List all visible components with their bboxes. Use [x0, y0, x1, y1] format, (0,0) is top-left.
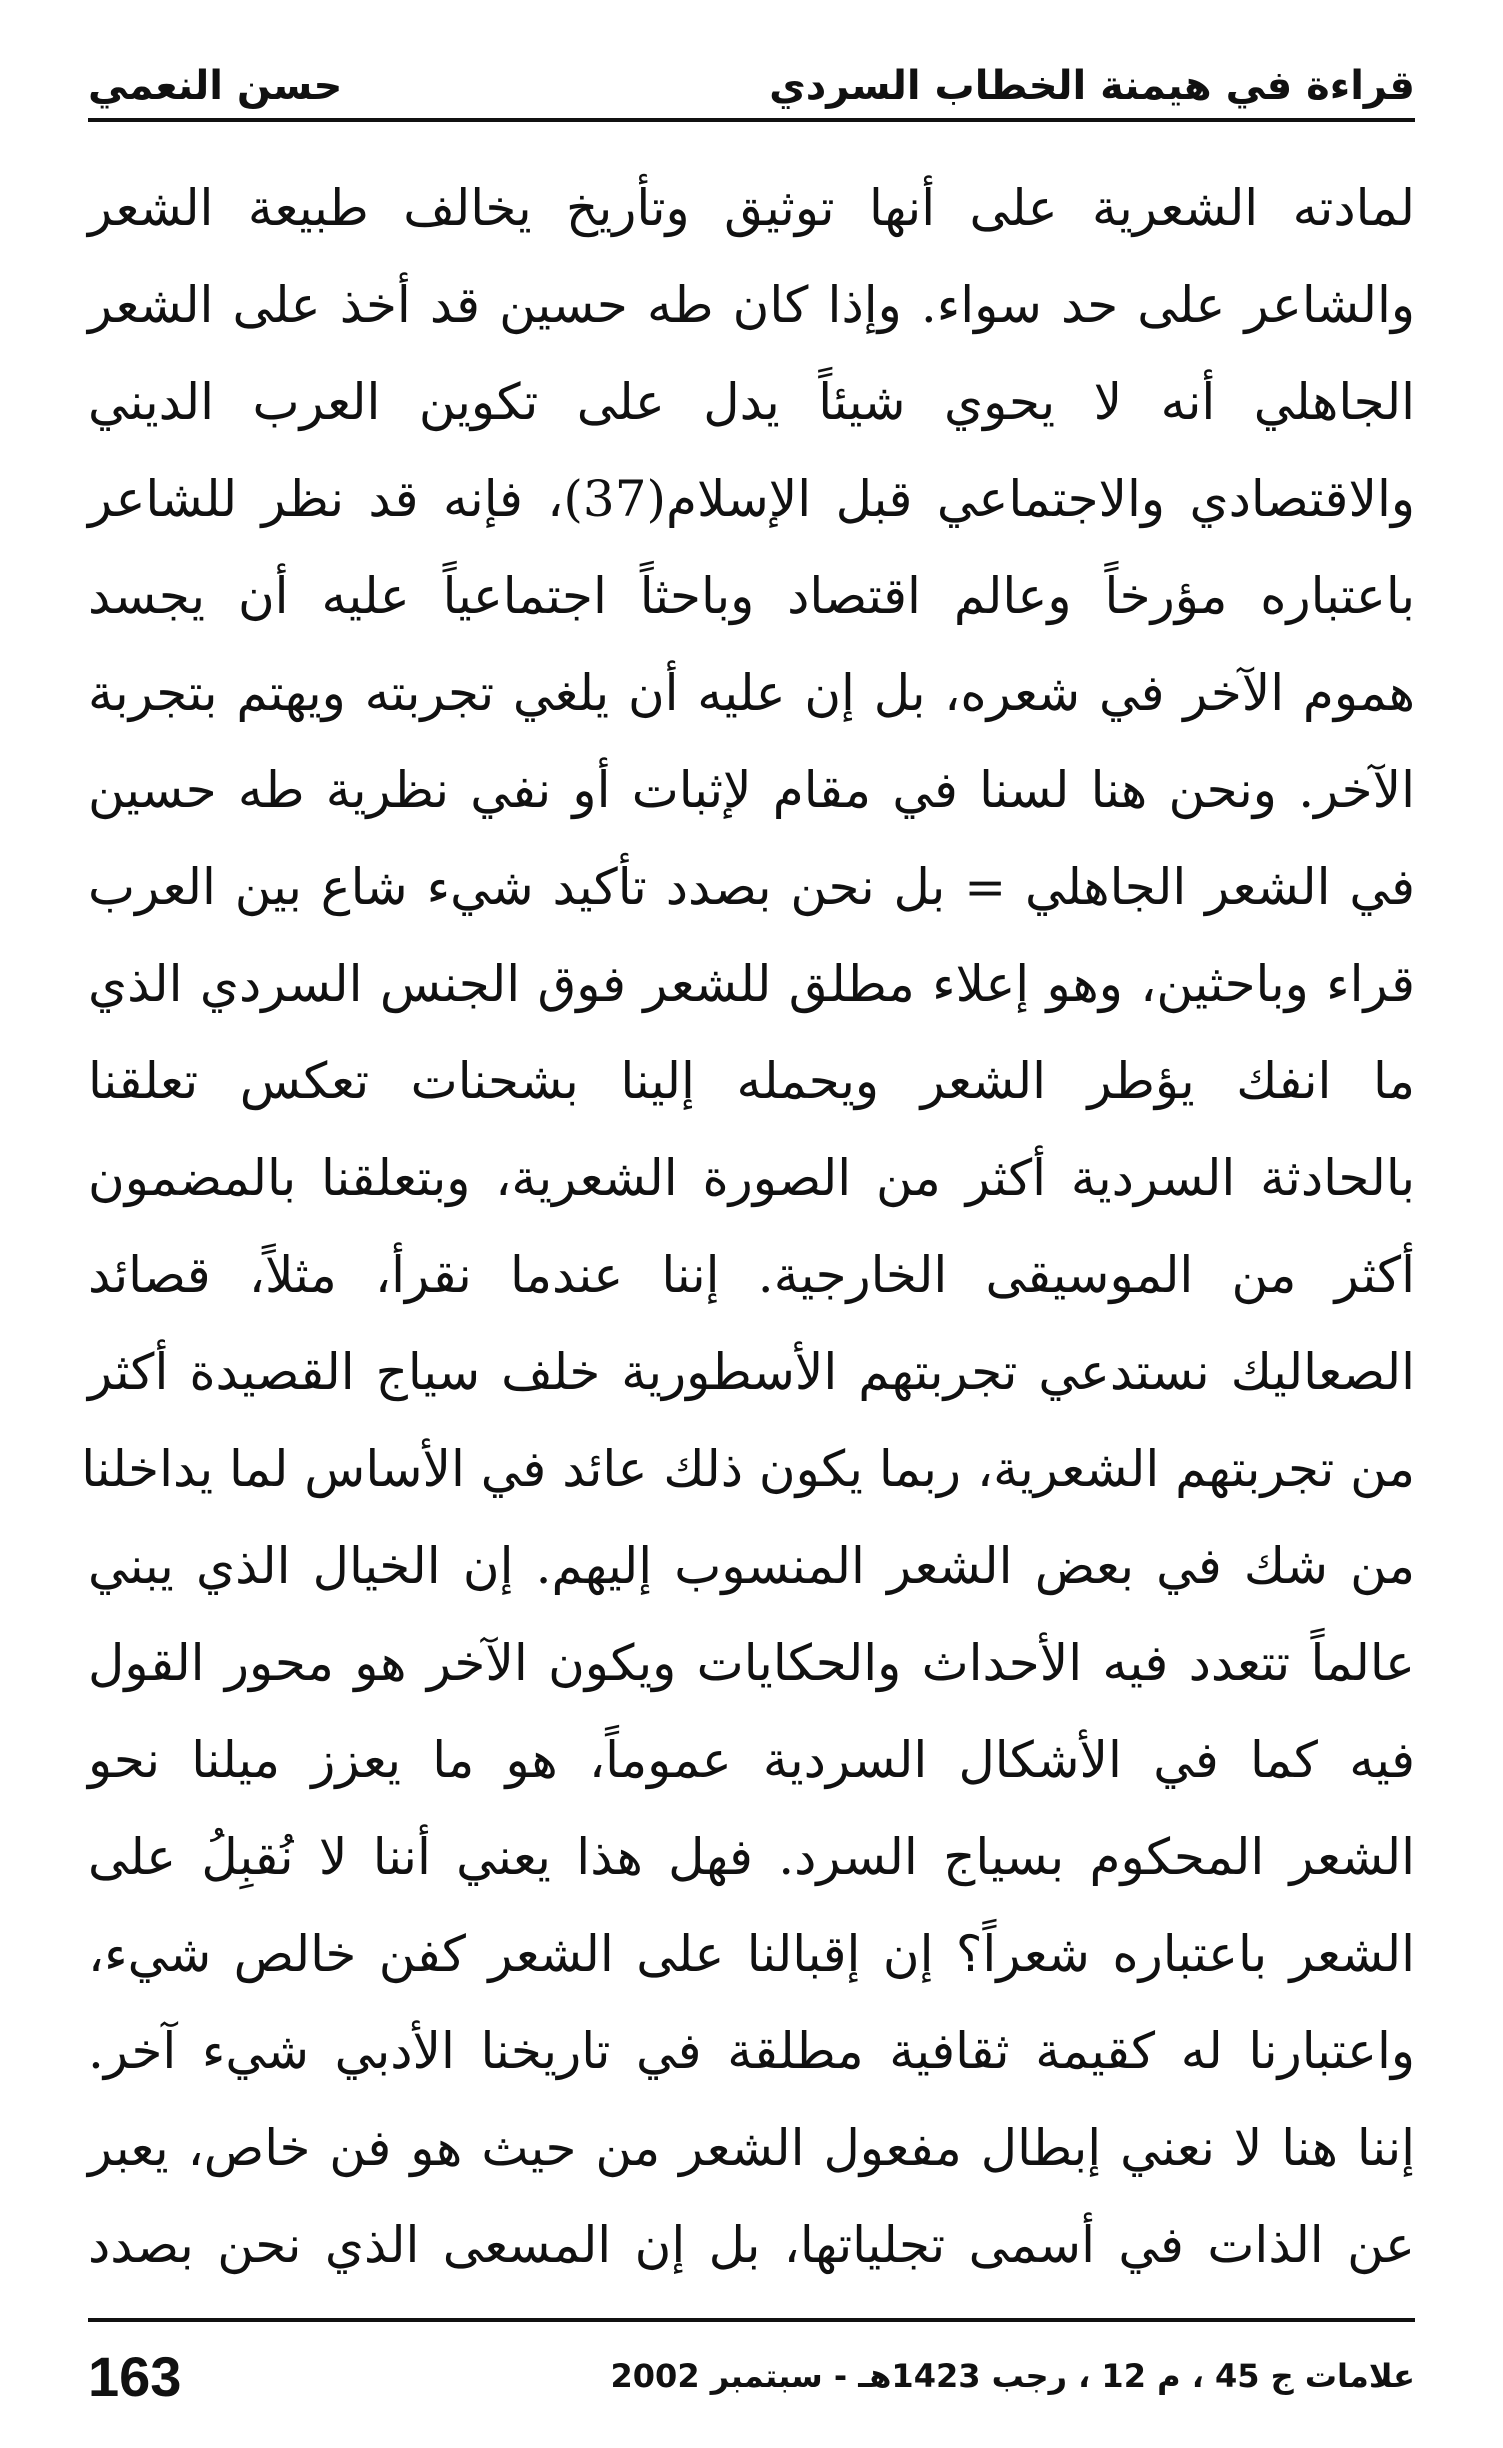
page-number: 163 [88, 2344, 182, 2408]
text-line: عالماً تتعدد فيه الأحداث والحكايات ويكون الآخر هو محور القول [88, 1634, 1415, 1692]
journal-citation: علامات ج 45 ، م 12 ، رجب 1423هـ - سبتمبر 2002 [610, 2357, 1415, 2395]
text-line: هموم الآخر في شعره، بل إن عليه أن يلغي تجربته ويهتم بتجربة [88, 664, 1415, 722]
text-line: والاقتصادي والاجتماعي قبل الإسلام(37)، فإنه قد نظر للشاعر [88, 470, 1416, 528]
body-text [81, 160, 1416, 2274]
text-line: لمادته الشعرية على أنها توثيق وتأريخ يخالف طبيعة الشعر [88, 179, 1415, 237]
text-line: قراء وباحثين، وهو إعلاء مطلق للشعر فوق الجنس السردي الذي [88, 955, 1415, 1013]
text-line: والشاعر على حد سواء. وإذا كان طه حسين قد أخذ على الشعر [88, 276, 1415, 334]
text-line: ما انفك يؤطر الشعر ويحمله إلينا بشحنات تعكس تعلقنا [88, 1052, 1415, 1110]
text-line: الصعاليك نستدعي تجربتهم الأسطورية خلف سياج القصيدة أكثر [88, 1343, 1415, 1401]
text-line: باعتباره مؤرخاً وعالم اقتصاد وباحثاً اجتماعياً عليه أن يجسد [88, 567, 1415, 625]
text-line: في الشعر الجاهلي = بل نحن بصدد تأكيد شيء شاع بين العرب [88, 858, 1415, 916]
text-line: واعتبارنا له كقيمة ثقافية مطلقة في تاريخنا الأدبي شيء آخر. [88, 2022, 1415, 2080]
text-line: الآخر. ونحن هنا لسنا في مقام لإثبات أو نفي نظرية طه حسين [88, 761, 1415, 819]
running-footer [88, 2336, 1415, 2416]
text-line: إننا هنا لا نعني إبطال مفعول الشعر من حيث هو فن خاص، يعبر [88, 2119, 1415, 2177]
text-line: الجاهلي أنه لا يحوي شيئاً يدل على تكوين العرب الديني [88, 373, 1415, 431]
text-line: أكثر من الموسيقى الخارجية. إننا عندما نقرأ، مثلاً، قصائد [88, 1246, 1415, 1304]
running-author: حسن النعمي [88, 63, 343, 109]
text-line: فيه كما في الأشكال السردية عموماً، هو ما يعزز ميلنا نحو [88, 1731, 1415, 1789]
text-line: من شك في بعض الشعر المنسوب إليهم. إن الخيال الذي يبني [88, 1537, 1415, 1595]
text-line: الشعر باعتباره شعراً؟ إن إقبالنا على الشعر كفن خالص شيء، [88, 1925, 1415, 1983]
running-title: قراءة في هيمنة الخطاب السردي [769, 63, 1415, 109]
text-line: بالحادثة السردية أكثر من الصورة الشعرية، وبتعلقنا بالمضمون [88, 1149, 1415, 1207]
footer-divider [88, 2318, 1415, 2322]
text-line: من تجربتهم الشعرية، ربما يكون ذلك عائد في الأساس لما يداخلنا [81, 1440, 1415, 1498]
running-header [88, 42, 1415, 122]
text-line: عن الذات في أسمى تجلياتها، بل إن المسعى الذي نحن بصدد [88, 2216, 1415, 2274]
text-line: الشعر المحكوم بسياج السرد. فهل هذا يعني أننا لا نُقبِلُ على [88, 1828, 1415, 1886]
